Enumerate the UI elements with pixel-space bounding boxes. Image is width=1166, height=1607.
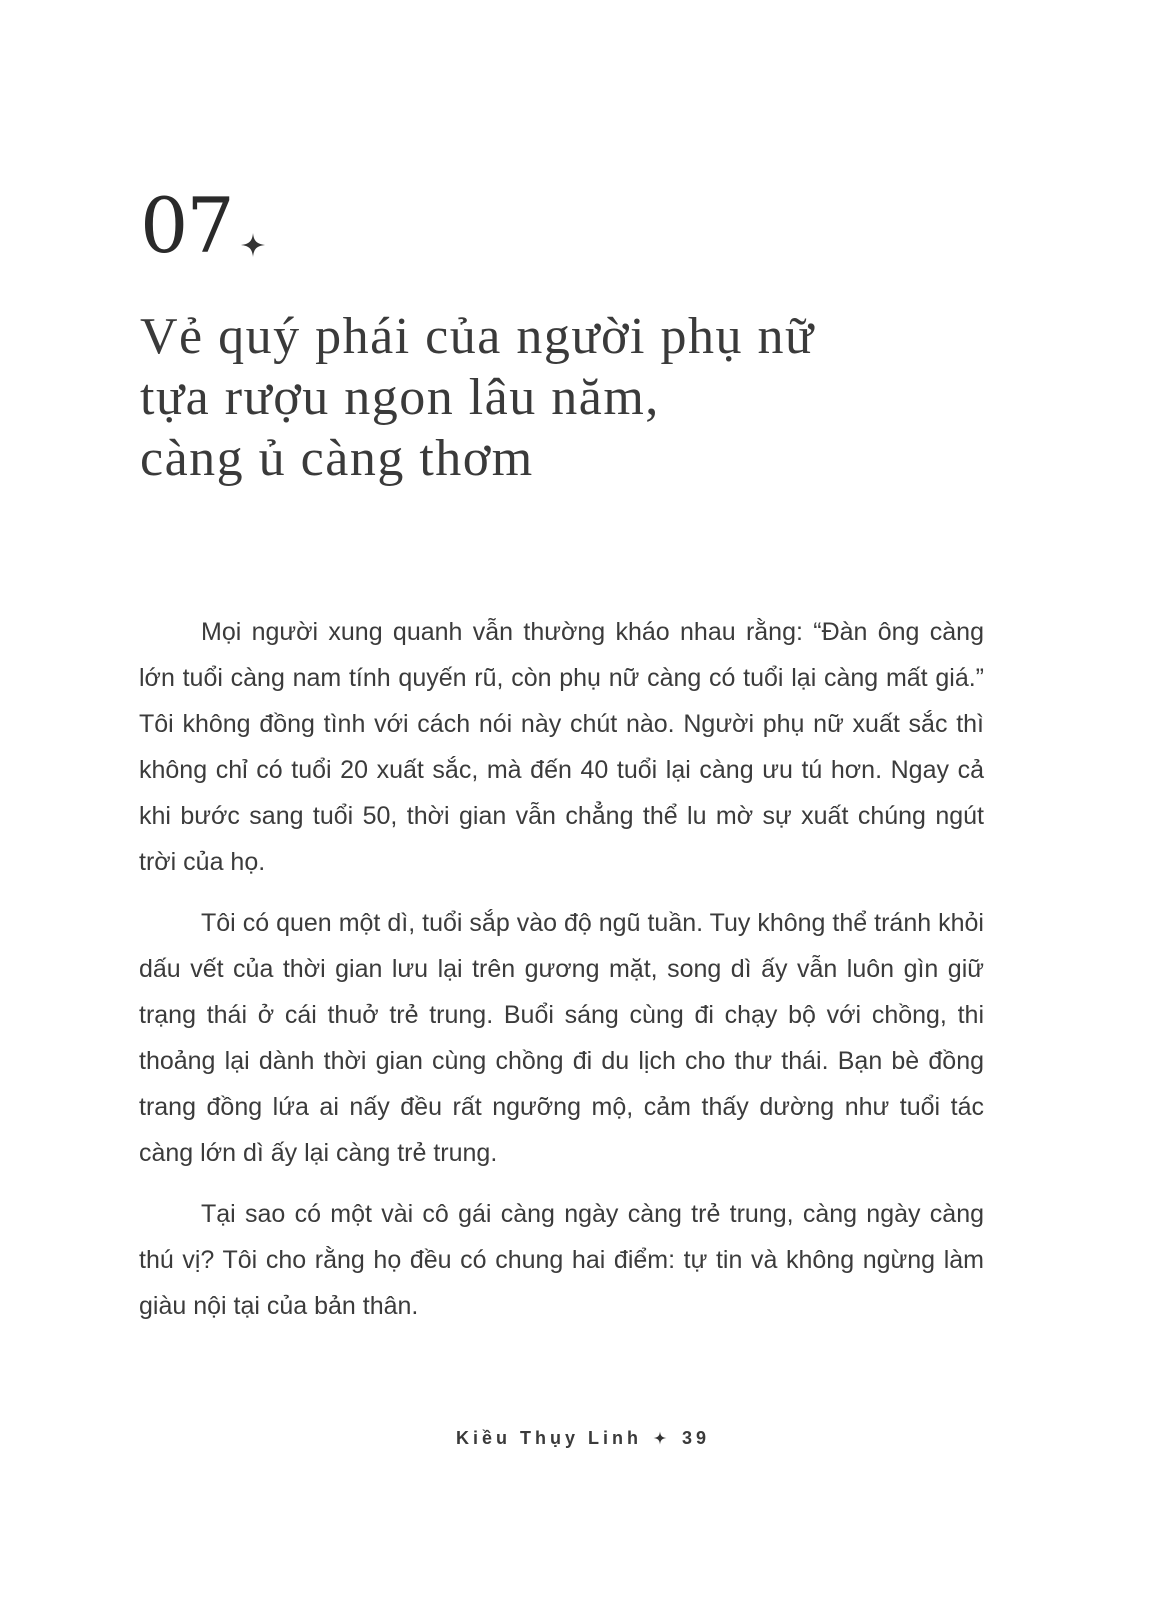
page-footer	[0, 1428, 1166, 1449]
four-point-star-icon	[240, 232, 266, 258]
body-text	[139, 609, 984, 1344]
chapter-title-line: tựa rượu ngon lâu năm,	[140, 369, 660, 426]
author-name: Kiều Thụy Linh	[455, 1428, 642, 1448]
page-number: 39	[682, 1428, 711, 1448]
paragraph: Tôi có quen một dì, tuổi sắp vào độ ngũ tuần. Tuy không thể tránh khỏi dấu vết của thời gian lưu lại trên gương mặt, song dì ấy vẫn luôn gìn giữ trạng thái ở cái thuở trẻ trung. Buổi sáng cùng đi chạy bộ với chồng, thi thoảng lại dành thời gian cùng chồng đi du lịch cho thư thái. Bạn bè đồng trang đồng lứa ai nấy đều rất ngưỡng mộ, cảm thấy dường như tuổi tác càng lớn dì ấy lại càng trẻ trung.	[139, 909, 984, 1167]
paragraph: Tại sao có một vài cô gái càng ngày càng trẻ trung, càng ngày càng thú vị? Tôi cho rằng họ đều có chung hai điểm: tự tin và không ngừng làm giàu nội tại của bản thân.	[139, 1200, 984, 1320]
four-point-star-icon	[653, 1431, 667, 1445]
paragraph: Mọi người xung quanh vẫn thường kháo nhau rằng: “Đàn ông càng lớn tuổi càng nam tính quyến rũ, còn phụ nữ càng có tuổi lại càng mất giá.” Tôi không đồng tình với cách nói này chút nào. Người phụ nữ xuất sắc thì không chỉ có tuổi 20 xuất sắc, mà đến 40 tuổi lại càng ưu tú hơn. Ngay cả khi bước sang tuổi 50, thời gian vẫn chẳng thể lu mờ sự xuất chúng ngút trời của họ.	[139, 618, 984, 876]
chapter-title	[140, 306, 1040, 489]
chapter-title-line: Vẻ quý phái của người phụ nữ	[140, 308, 815, 365]
chapter-title-line: càng ủ càng thơm	[140, 430, 534, 487]
chapter-number: 07	[140, 181, 233, 270]
